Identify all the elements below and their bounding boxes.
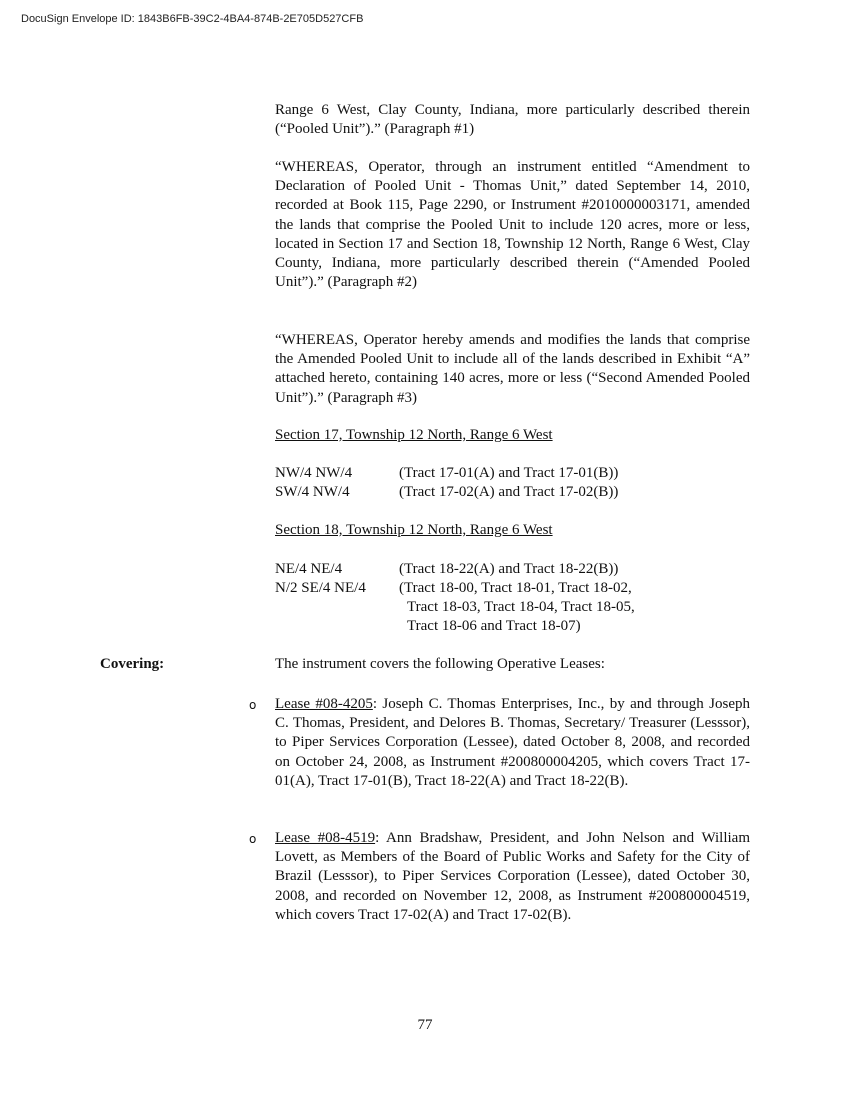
tract-list-continuation: Tract 18-06 and Tract 18-07)	[407, 618, 581, 634]
tract-list: (Tract 17-02(A) and Tract 17-02(B))	[399, 484, 619, 500]
page-number: 77	[417, 1017, 433, 1033]
section-18-heading: Section 18, Township 12 North, Range 6 West	[275, 522, 553, 538]
lease-text: : Joseph C. Thomas Enterprises, Inc., by and through Joseph C. Thomas, President, and Delores B. Thomas, Secretary/ Treasurer (Lesssor), to Piper Services Corporation (Lessee), dated October 8, 2008, and recorded on October 24, 2008, as Instrument #200800004205, which covers Tract 17-01(A), Tract 17-01(B), Tract 18-22(A) and Tract 18-22(B).	[275, 696, 751, 789]
covering-label: Covering:	[100, 656, 165, 672]
tract-list: (Tract 18-22(A) and Tract 18-22(B))	[399, 561, 619, 577]
tract-list-continuation: Tract 18-03, Tract 18-04, Tract 18-05,	[407, 599, 635, 615]
paragraph-3: “WHEREAS, Operator hereby amends and modifies the lands that comprise the Amended Pooled Unit to include all of the lands described in Exhibit “A” attached hereto, containing 140 acres, more or less (“Second Amended Pooled Unit”).” (Paragraph #3)	[275, 332, 750, 406]
paragraph-1: Range 6 West, Clay County, Indiana, more particularly described therein (“Pooled Unit”).” (Paragraph #1)	[275, 102, 750, 138]
lease-item	[275, 829, 750, 925]
paragraph-2: “WHEREAS, Operator, through an instrument entitled “Amendment to Declaration of Pooled Unit - Thomas Unit,” dated September 14, 2010, recorded at Book 115, Page 2290, or Instrument #2010000003171, amended the lands that comprise the Pooled Unit to include 120 acres, more or less, located in Section 17 and Section 18, Township 12 North, Range 6 West, Clay County, Indiana, more particularly described therein (“Amended Pooled Unit”).” (Paragraph #2)	[275, 159, 750, 291]
tract-description: NW/4 NW/4	[275, 465, 353, 481]
tract-description: SW/4 NW/4	[275, 484, 350, 500]
lease-id: Lease #08-4519	[275, 830, 376, 846]
lease-text: : Ann Bradshaw, President, and John Nelson and William Lovett, as Members of the Board of Public Works and Safety for the City of Brazil (Lesssor), to Piper Services Corporation (Lessee), dated October 30, 2008, and recorded on November 12, 2008, as Instrument #200800004519, which covers Tract 17-02(A) and Tract 17-02(B).	[275, 830, 750, 923]
tract-description: NE/4 NE/4	[275, 561, 343, 577]
lease-item	[275, 695, 750, 791]
bullet-icon: o	[249, 832, 257, 846]
bullet-icon: o	[249, 698, 257, 712]
tract-list: (Tract 18-00, Tract 18-01, Tract 18-02,	[399, 580, 632, 596]
covering-intro: The instrument covers the following Operative Leases:	[275, 656, 605, 672]
lease-id: Lease #08-4205	[275, 696, 373, 712]
tract-description: N/2 SE/4 NE/4	[275, 580, 366, 596]
tract-list: (Tract 17-01(A) and Tract 17-01(B))	[399, 465, 619, 481]
envelope-id: DocuSign Envelope ID: 1843B6FB-39C2-4BA4-874B-2E705D527CFB	[21, 13, 364, 25]
section-17-heading: Section 17, Township 12 North, Range 6 West	[275, 427, 553, 443]
